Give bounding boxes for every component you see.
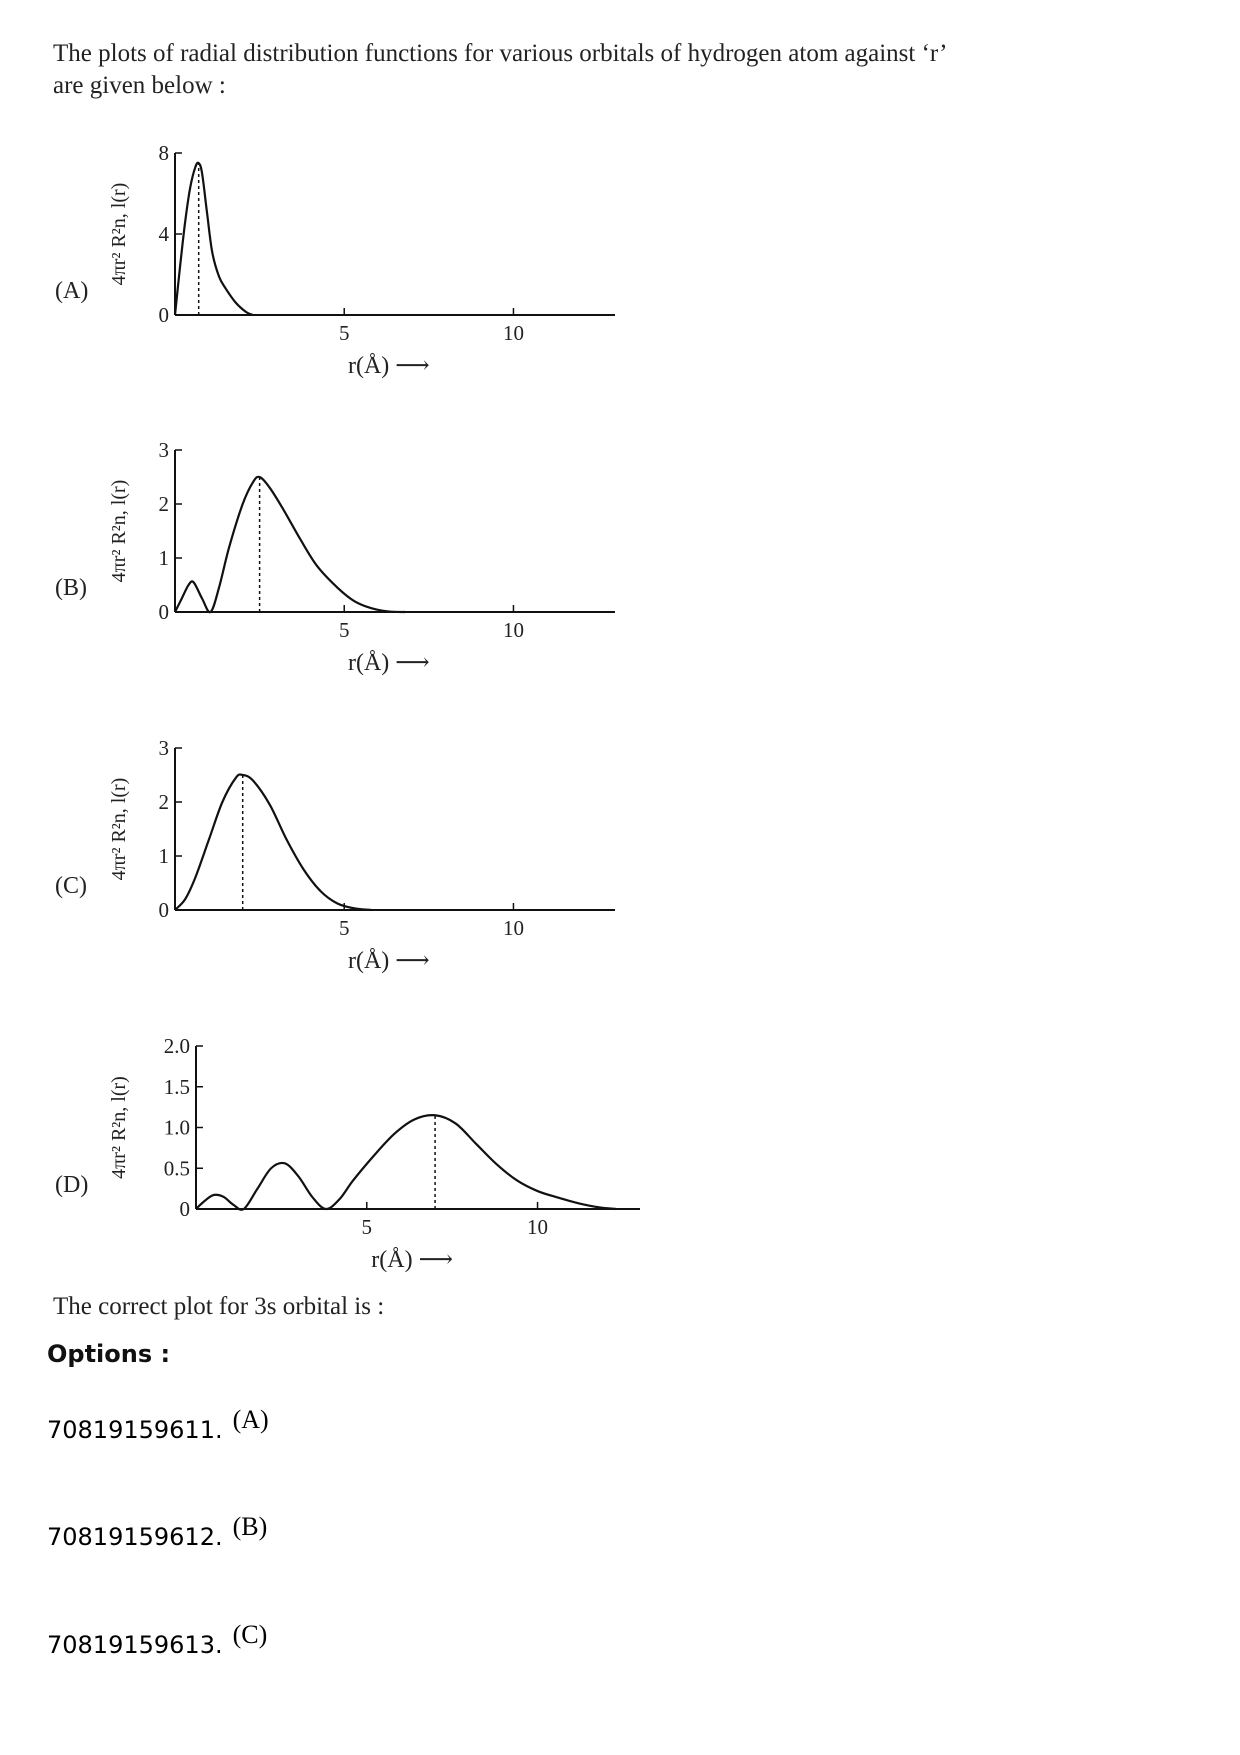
y-tick-label: 1.0	[163, 1115, 190, 1140]
y-tick-label: 1.5	[163, 1074, 190, 1099]
x-tick-label: 10	[502, 618, 524, 642]
option-b[interactable]	[47, 1512, 268, 1552]
x-axis-label: r(Å) ⟶	[371, 1247, 454, 1273]
y-tick-label: 8	[158, 141, 169, 165]
option-a[interactable]	[47, 1405, 269, 1445]
distribution-curve	[175, 774, 371, 910]
y-axis-label: 4πr² R²n, l(r)	[108, 182, 130, 286]
panel-label: (A)	[55, 278, 89, 304]
x-tick-label: 5	[338, 618, 350, 642]
y-tick-label: 0	[158, 600, 169, 624]
y-tick-label: 0	[179, 1197, 190, 1221]
x-axis-label: r(Å) ⟶	[347, 650, 430, 676]
y-tick-label: 1	[158, 844, 169, 868]
y-tick-label: 2.0	[163, 1034, 190, 1058]
x-tick-label: 10	[527, 1215, 549, 1239]
option-id: 70819159612.	[47, 1523, 223, 1551]
option-c[interactable]	[47, 1620, 268, 1660]
y-tick-label: 2	[158, 790, 169, 814]
option-label: (B)	[232, 1512, 268, 1541]
option-label: (A)	[232, 1405, 269, 1434]
y-tick-label: 1	[158, 546, 169, 570]
distribution-curve	[175, 163, 253, 315]
y-tick-label: 3	[158, 438, 169, 462]
option-id: 70819159611.	[47, 1416, 223, 1444]
y-tick-label: 0	[158, 898, 169, 922]
panel-label: (D)	[55, 1172, 89, 1198]
x-tick-label: 5	[361, 1215, 373, 1239]
x-tick-label: 5	[338, 916, 350, 940]
y-axis-label: 4πr² R²n, l(r)	[108, 479, 130, 583]
x-axis-label: r(Å) ⟶	[347, 948, 430, 974]
y-axis-label: 4πr² R²n, l(r)	[108, 777, 130, 881]
option-label: (C)	[232, 1620, 268, 1649]
y-tick-label: 3	[158, 736, 169, 760]
panel-label: (B)	[55, 575, 87, 601]
y-tick-label: 0	[158, 303, 169, 327]
y-tick-label: 2	[158, 492, 169, 516]
panel-label: (C)	[55, 873, 87, 899]
x-tick-label: 10	[502, 916, 524, 940]
x-tick-label: 10	[502, 321, 524, 345]
x-axis-label: r(Å) ⟶	[347, 353, 430, 379]
options-heading: Options :	[47, 1340, 171, 1368]
x-tick-label: 5	[338, 321, 350, 345]
y-axis-label: 4πr² R²n, l(r)	[108, 1076, 130, 1179]
y-tick-label: 4	[158, 222, 169, 246]
question-prompt: The correct plot for 3s orbital is :	[53, 1293, 385, 1320]
option-id: 70819159613.	[47, 1631, 223, 1659]
distribution-curve	[175, 477, 405, 612]
y-tick-label: 0.5	[163, 1156, 190, 1181]
distribution-curve	[196, 1115, 616, 1210]
question-intro: The plots of radial distribution functions for various orbitals of hydrogen atom against ‘r’ are given below :	[53, 40, 946, 99]
